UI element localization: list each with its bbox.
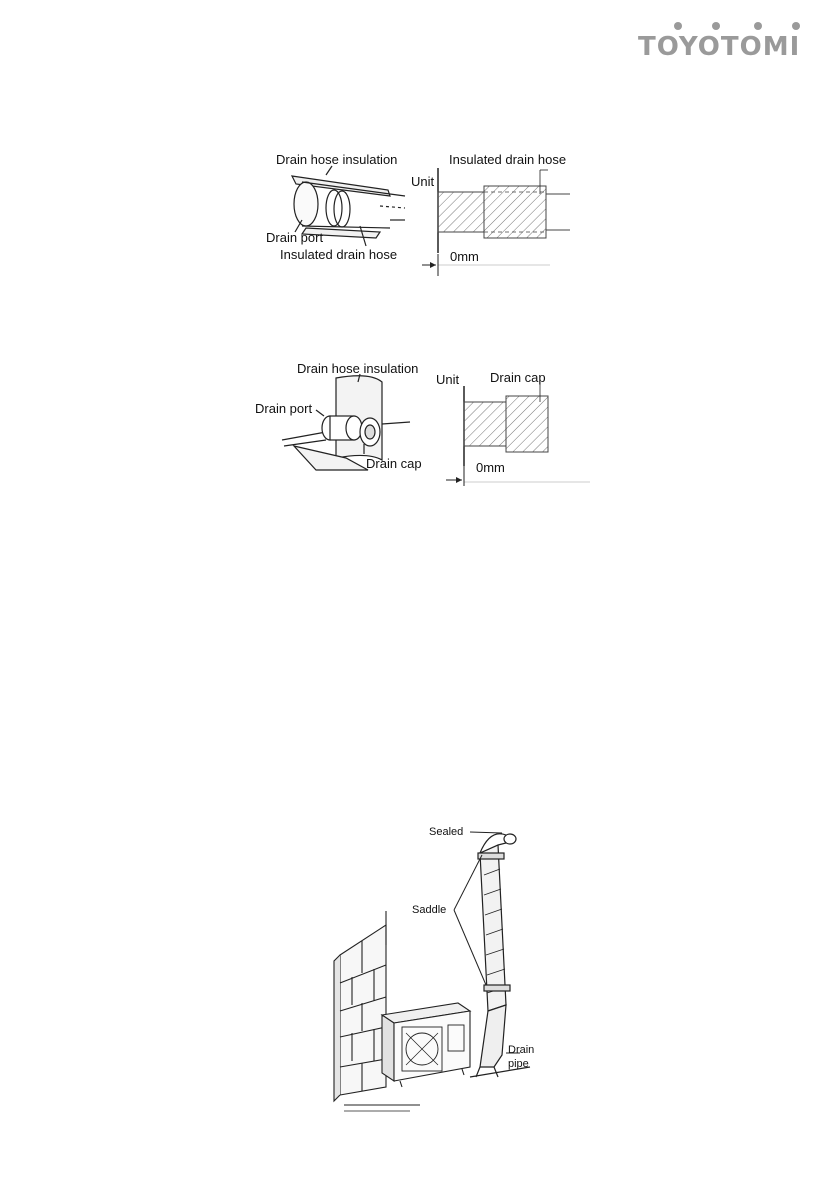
logo-dot bbox=[712, 22, 720, 30]
figure-drain-hose-insulation bbox=[240, 148, 620, 288]
logo-dot bbox=[754, 22, 762, 30]
label-sealed: Sealed bbox=[429, 826, 464, 838]
label-pipe: pipe bbox=[508, 1058, 529, 1070]
label-insulated-drain-hose: Insulated drain hose bbox=[280, 247, 398, 262]
label-drain-port-2: Drain port bbox=[255, 401, 313, 416]
label-unit: Unit bbox=[411, 174, 435, 189]
label-gap-0mm: 0mm bbox=[450, 249, 479, 264]
label-saddle: Saddle bbox=[412, 904, 447, 916]
logo-dots bbox=[636, 20, 806, 32]
figure-drain-cap bbox=[250, 358, 610, 493]
label-drain-hose-insulation-2: Drain hose insulation bbox=[297, 361, 419, 376]
outdoor-unit bbox=[382, 1003, 470, 1087]
logo-dot bbox=[792, 22, 800, 30]
logo-dot bbox=[674, 22, 682, 30]
drain-hose-cross-section bbox=[422, 168, 570, 276]
figure-outdoor-drain-pipe bbox=[330, 815, 560, 1110]
logo-wordmark: TOYOTOMI bbox=[638, 32, 801, 62]
label-unit-2: Unit bbox=[436, 372, 460, 387]
label-drain-port: Drain port bbox=[266, 230, 324, 245]
label-drain: Drain bbox=[508, 1044, 535, 1056]
label-drain-cap-right: Drain cap bbox=[490, 370, 546, 385]
label-insulated-drain-hose-right: Insulated drain hose bbox=[449, 152, 567, 167]
drain-cap-cross-section bbox=[446, 382, 590, 486]
toyotomi-logo bbox=[636, 20, 806, 64]
drain-pipe-vertical bbox=[470, 834, 530, 1077]
label-drain-hose-insulation: Drain hose insulation bbox=[276, 152, 398, 167]
label-drain-cap: Drain cap bbox=[366, 456, 422, 471]
label-gap-0mm-2: 0mm bbox=[476, 460, 505, 475]
